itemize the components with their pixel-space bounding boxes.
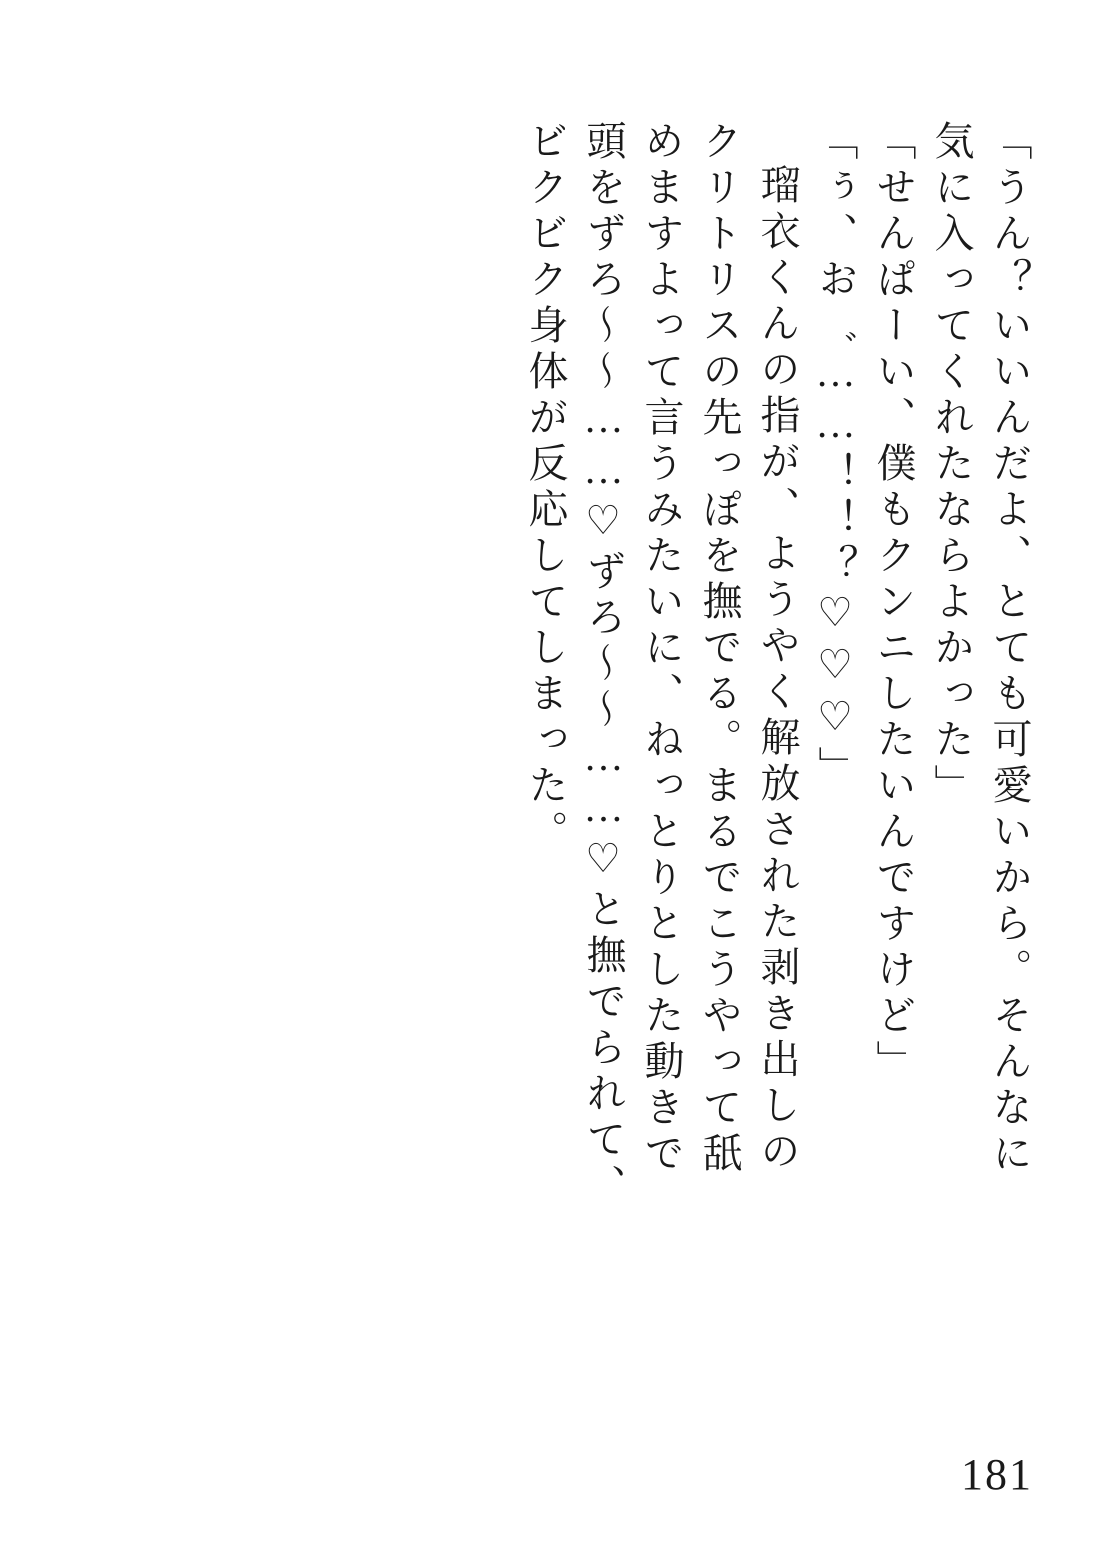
text-line: クリトリスの先っぽを撫でる。まるでこうやって舐 (697, 120, 742, 1178)
text-line: ビクビク身体が反応してしまった。 (523, 120, 568, 856)
text-line: 「ぅ、お゛……！！？♡♡♡」 (813, 120, 858, 792)
text-line: 頭をずろ～～……♡ずろ～～……♡と撫でられて、 (581, 120, 626, 1210)
text-line: めますよって言うみたいに、ねっとりとした動きで (639, 120, 684, 1178)
text-line: 「せんぱーい、僕もクンニしたいんですけど」 (871, 120, 916, 1086)
page-number: 181 (961, 1450, 1033, 1499)
text-line: 「うん？いいんだよ、とても可愛いから。そんなに (987, 120, 1032, 1178)
text-line: 気に入ってくれたならよかった」 (929, 120, 974, 810)
vertical-text-block (150, 120, 1032, 1370)
text-line: 瑠衣くんの指が、ようやく解放された剥き出しの (755, 164, 800, 1176)
